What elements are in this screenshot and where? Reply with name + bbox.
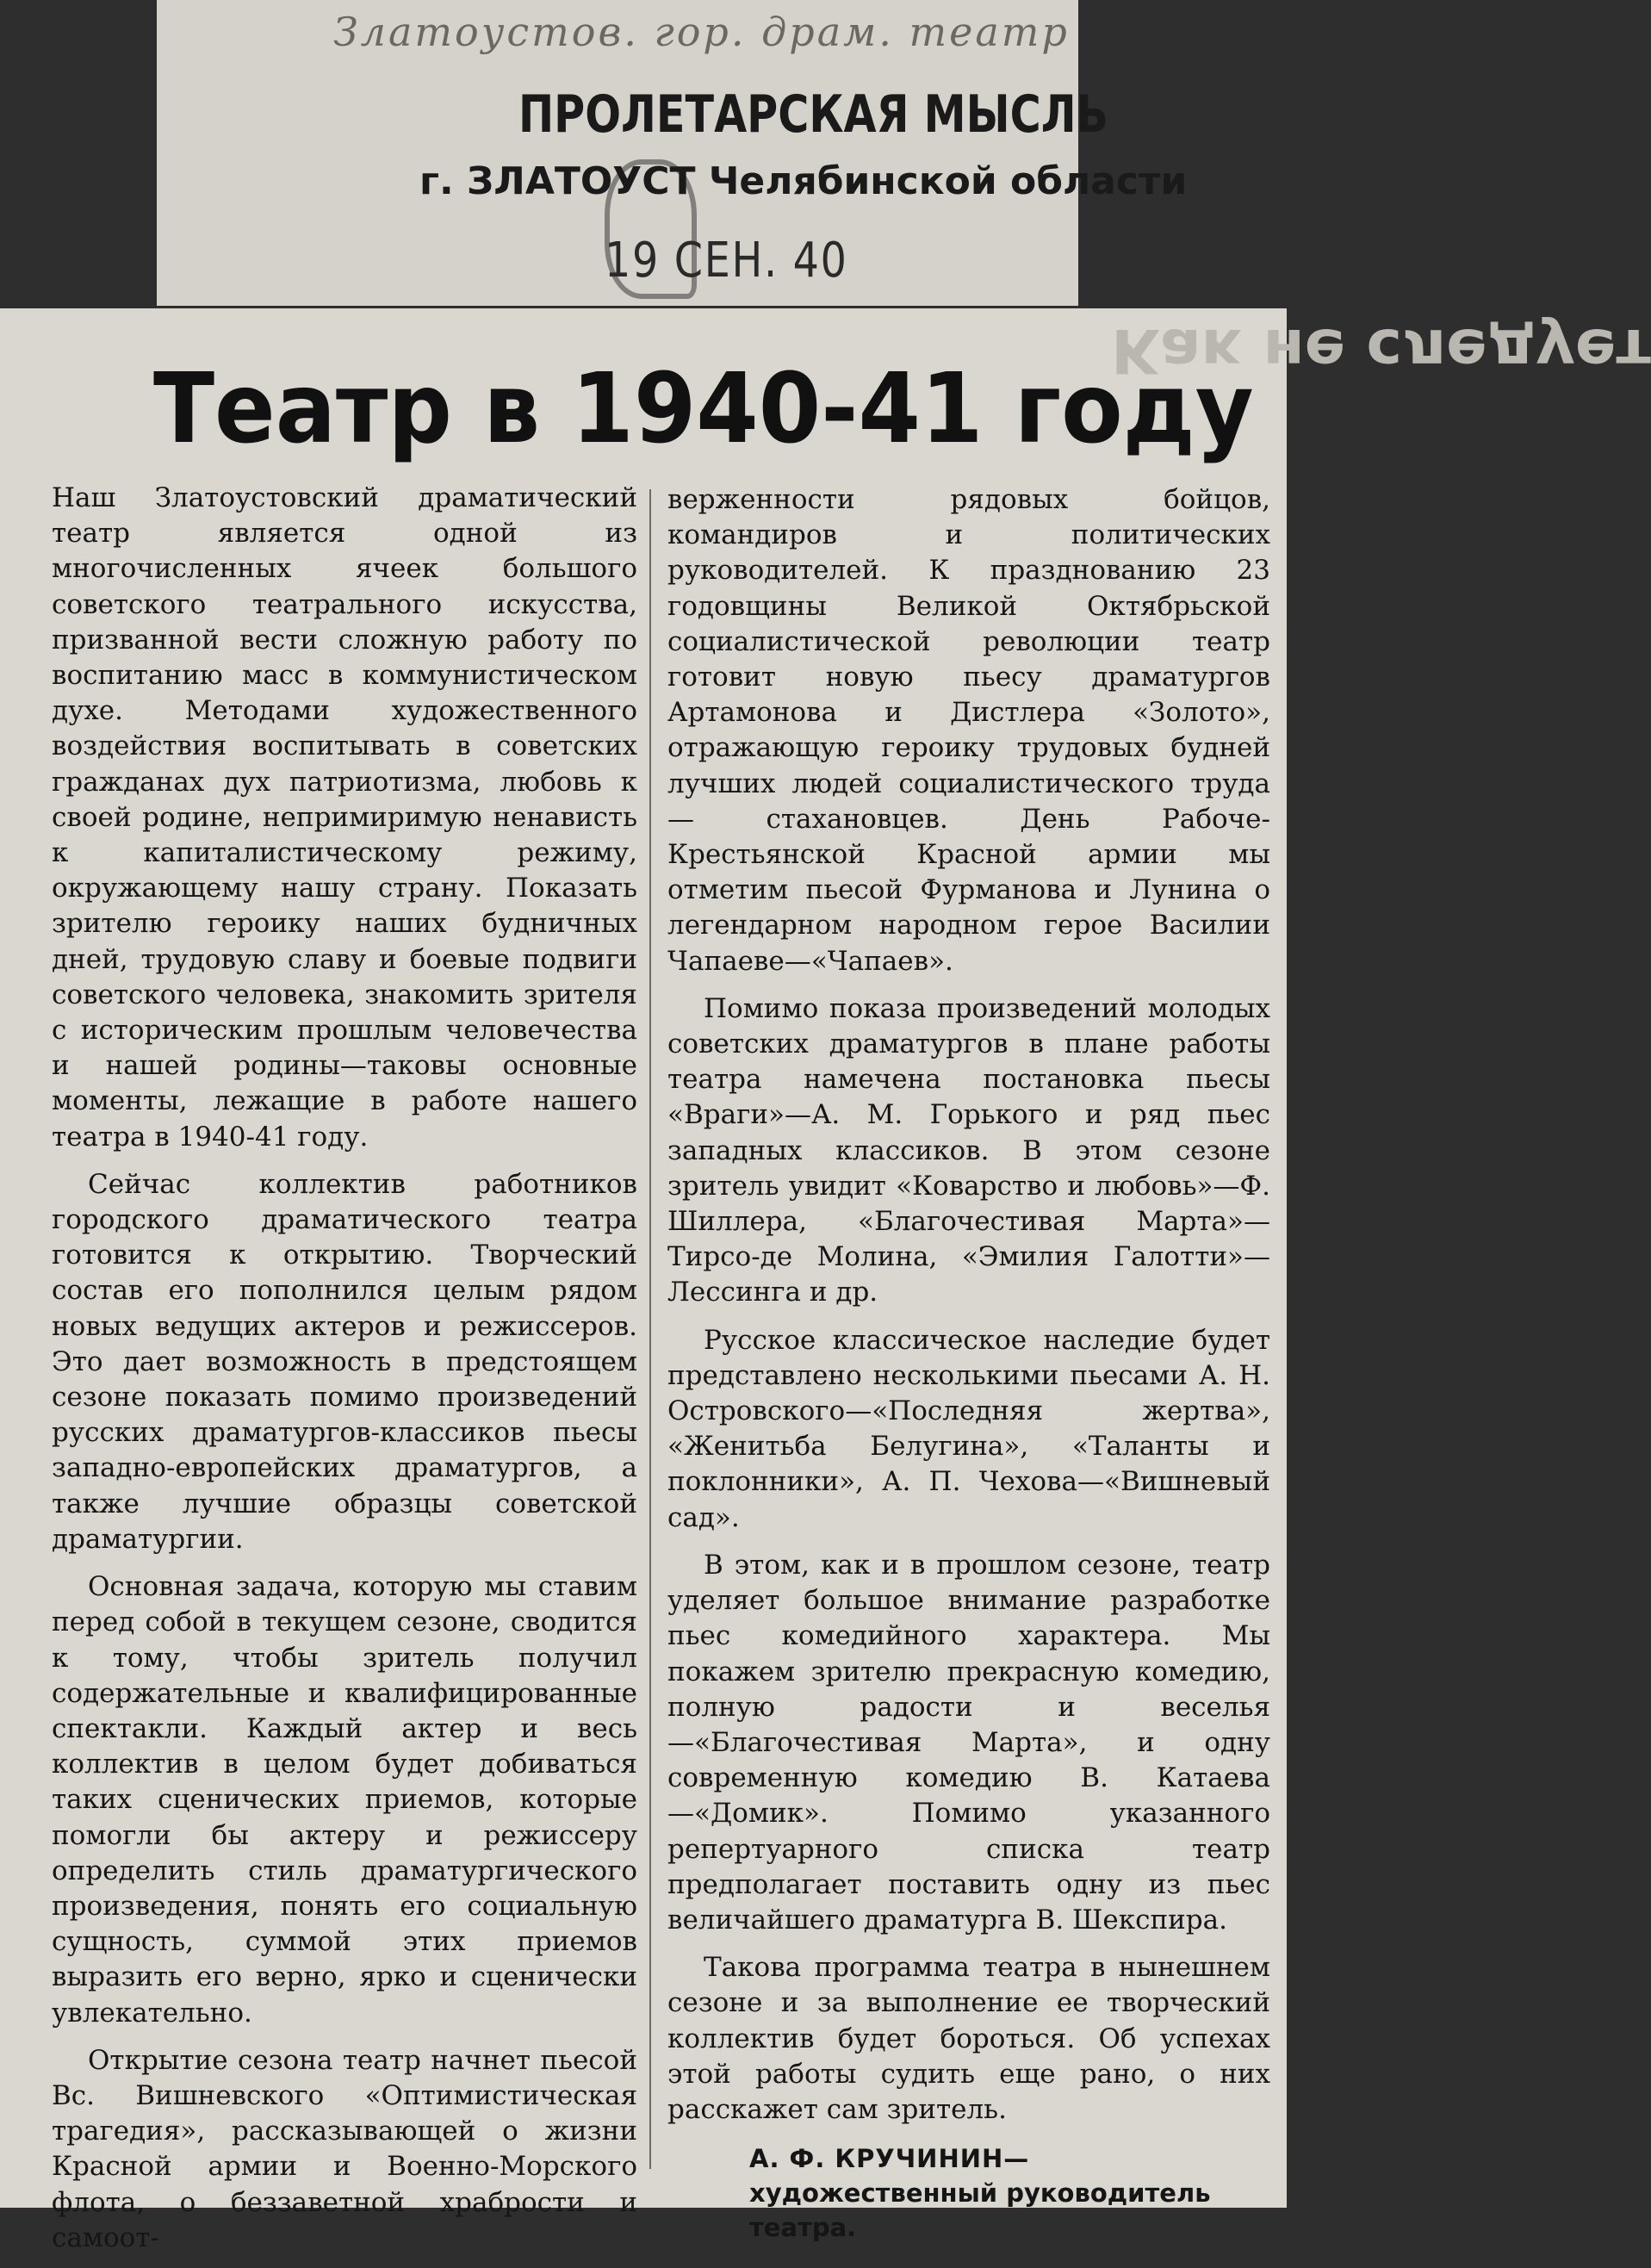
paragraph: Такова программа театра в нынешнем сезоне и за выполнение ее творческий коллектив будет бороться. Об успехах этой работы судить еще рано, о них расскажет сам зритель. (667, 1952, 1270, 2125)
author-name: А. Ф. КРУЧИНИН (749, 2144, 1004, 2174)
handwritten-note: Златоустов. гор. драм. театр (333, 9, 1070, 55)
newspaper-masthead-clipping (157, 0, 1188, 306)
article-clipping (0, 308, 1651, 2253)
paragraph: верженности рядовых бойцов, командиров и политических руководителей. К празднованию 23 годовщины Великой Октябрьской социалистической революции театр готовит новую пьесу драматургов Артамонова и Дистлера «Золото», отражающую героику трудовых будней лучших людей социалистического труда — стахановцев. День Рабоче-Крестьянской Красной армии мы отметим пьесой Фурманова и Лунина о легендарном народном герое Василии Чапаеве—«Чапаев». (667, 484, 1270, 977)
paragraph: Наш Златоустовский драматический театр является одной из многочисленных ячеек большого советского театрального искусства, призванной вести сложную работу по воспитанию масс в коммунистическом духе. Методами художественного воздействия воспитывать в советских гражданах дух патриотизма, любовь к своей родине, непримиримую ненависть к капиталистическому режиму, окружающему нашу страну. Показать зрителю героику наших будничных дней, трудовую славу и боевые подвиги советского человека, знакомить зрителя с историческим прошлым человечества и нашей родины—таковы основные моменты, лежащие в работе нашего театра в 1940-41 году. (52, 482, 637, 1153)
author-signature (667, 2141, 1270, 2245)
date-stamp: 19 СЕН. 40 (605, 233, 848, 289)
left-column (52, 481, 637, 2268)
paragraph: В этом, как и в прошлом сезоне, театр уделяет большое внимание разработке пьес комедийного характера. Мы покажем зрителю прекрасную комедию, полную радости и веселья—«Благочестивая Марта», и одну современную комедию В. Катаева—«Домик». Помимо указанного репертуарного списка театр предполагает поставить одну из пьес величайшего драматурга В. Шекспира. (667, 1549, 1270, 1936)
column-divider (649, 489, 651, 2169)
article-headline: Театр в 1940-41 году (153, 353, 1254, 465)
paragraph: Сейчас коллектив работников городского драматического театра готовится к открытию. Творческий состав его пополнился целым рядом новых ведущих актеров и режиссеров. Это дает возможность в предстоящем сезоне показать помимо произведений русских драматургов-классиков пьесы западно-европейских драматургов, а также лучшие образцы советской драматургии. (52, 1168, 637, 1555)
paragraph: Русское классическое наследие будет представлено несколькими пьесами А. Н. Островского—«Последняя жертва», «Женитьба Белугина», «Таланты и поклонники», А. П. Чехова—«Вишневый сад». (667, 1324, 1270, 1533)
author-role: —художественный руководитель театра. (749, 2144, 1211, 2243)
newspaper-city: г. ЗЛАТОУСТ Челябинской области (419, 159, 1188, 203)
bleed-through-text: Как не следует (1111, 315, 1651, 386)
paragraph: Основная задача, которую мы ставим перед собой в текущем сезоне, сводится к тому, чтобы зритель получил содержательные и квалифицированные спектакли. Каждый актер и весь коллектив в целом будет добиваться таких сценических приемов, которые помогли бы актеру и режиссеру определить стиль драматургического произведения, понять его социальную сущность, суммой этих приемов выразить его верно, ярко и сценически увлекательно. (52, 1571, 637, 2029)
paragraph: Помимо показа произведений молодых советских драматургов в плане работы театра намечена постановка пьесы «Враги»—А. М. Горького и ряд пьес западных классиков. В этом сезоне зритель увидит «Коварство и любовь»—Ф. Шиллера, «Благочестивая Марта»—Тирсо-де Молина, «Эмилия Галотти»—Лессинга и др. (667, 992, 1270, 1308)
right-column (667, 482, 1270, 2245)
paragraph: Открытие сезона театр начнет пьесой Вс. Вишневского «Оптимистическая трагедия», рассказывающей о жизни Красной армии и Военно-Морского флота, о беззаветной храбрости и самоот- (52, 2044, 637, 2253)
newspaper-title: ПРОЛЕТАРСКАЯ МЫСЛЬ (518, 84, 1109, 145)
